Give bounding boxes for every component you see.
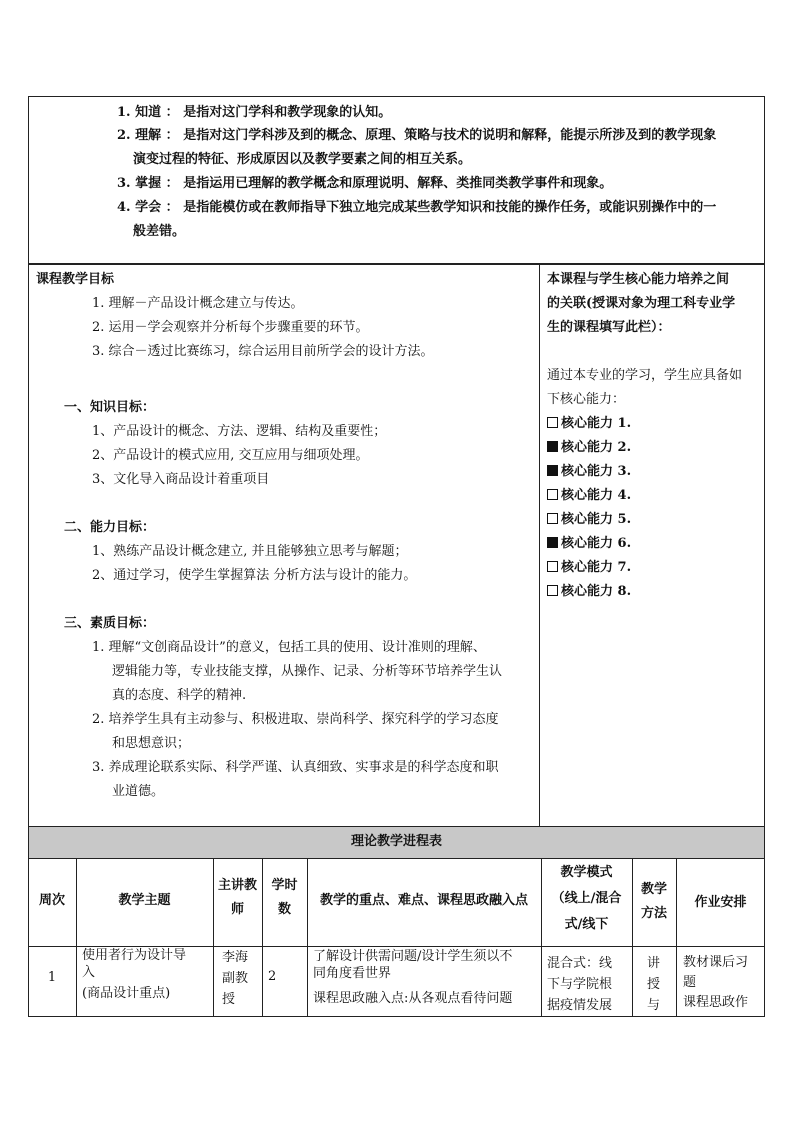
level-4-cont: 般差错。: [133, 224, 186, 239]
header-mode: 教学模式 （线上/混合 式/线下: [551, 865, 622, 932]
quality-1c: 真的态度、科学的精神.: [112, 688, 247, 703]
ability-1: 1、熟练产品设计概念建立, 并且能够独立思考与解题；: [92, 544, 408, 559]
unchecked-box-icon: [547, 489, 558, 500]
row-teacher: 李海 副教 授: [222, 950, 249, 1007]
checked-box-icon: [547, 465, 558, 476]
core-item-7: 核心能力 7.: [547, 556, 631, 580]
course-goal-3: 3. 综合－透过比赛练习，综合运用目前所学会的设计方法。: [92, 344, 434, 359]
header-homework: 作业安排: [694, 895, 747, 910]
ability-title: 二、能力目标：: [64, 520, 156, 535]
goals-divider: [539, 264, 540, 827]
knowledge-3: 3、文化导入商品设计着重项目: [92, 472, 270, 487]
ability-2: 2、通过学习，使学生掌握算法 分析方法与设计的能力。: [92, 568, 417, 583]
quality-1: 1. 理解“文创商品设计”的意义，包括工具的使用、设计准则的理解、: [92, 640, 486, 655]
core-title-3: 生的课程填写此栏）：: [547, 320, 671, 335]
quality-2b: 和思想意识；: [112, 736, 191, 751]
knowledge-1: 1、产品设计的概念、方法、逻辑、结构及重要性；: [92, 424, 387, 439]
quality-3b: 业道德。: [112, 784, 165, 799]
header-focus: 教学的重点、难点、课程思政融入点: [319, 893, 528, 908]
row-topic: 使用者行为设计导 入 (商品设计重点): [82, 948, 187, 1001]
course-goal-2: 2. 运用－学会观察并分析每个步骤重要的环节。: [92, 320, 369, 335]
core-title-1: 本课程与学生核心能力培养之间: [547, 272, 730, 287]
unchecked-box-icon: [547, 513, 558, 524]
row-mode: 混合式：线 下与学院根 据疫情发展: [547, 956, 613, 1013]
checked-box-icon: [547, 537, 558, 548]
core-item-3: 核心能力 3.: [547, 460, 631, 484]
core-item-8: 核心能力 8.: [547, 580, 631, 604]
checked-box-icon: [547, 441, 558, 452]
level-2-cont: 演变过程的特征、形成原因以及教学要素之间的相互关系。: [133, 152, 472, 167]
header-teacher: 主讲教 师: [217, 878, 257, 917]
row-focus: 了解设计供需问题/设计学生须以不 同角度看世界 课程思政融入点:从各观点看待问题: [313, 949, 513, 1006]
knowledge-title: 一、知识目标：: [64, 400, 156, 415]
row-homework: 教材课后习 题 课程思政作: [683, 955, 749, 1010]
header-week: 周次: [38, 893, 65, 908]
knowledge-2: 2、产品设计的模式应用, 交互应用与细项处理。: [92, 448, 369, 463]
unchecked-box-icon: [547, 585, 558, 596]
schedule-title: 理论教学进程表: [350, 834, 442, 849]
quality-1b: 逻辑能力等，专业技能支撑，从操作、记录、分析等环节培养学生认: [112, 664, 503, 679]
row-method: 讲 授 与: [647, 956, 661, 1013]
unchecked-box-icon: [547, 417, 558, 428]
header-hours: 学时 数: [271, 878, 298, 917]
course-goal-1: 1. 理解－产品设计概念建立与传达。: [92, 296, 304, 311]
level-2: 2. 理解 ： 是指对这门学科涉及到的概念、原理、策略与技术的说明和解释，能提示所涉及到的教学现象: [117, 128, 717, 143]
core-item-4: 核心能力 4.: [547, 484, 631, 508]
core-item-1: 核心能力 1.: [547, 412, 631, 436]
quality-2: 2. 培养学生具有主动参与、积极进取、崇尚科学、探究科学的学习态度: [92, 712, 499, 727]
quality-title: 三、素质目标：: [64, 616, 156, 631]
course-goals-title: 课程教学目标: [36, 272, 115, 287]
core-intro-2: 下核心能力：: [547, 392, 626, 407]
unchecked-box-icon: [547, 561, 558, 572]
core-item-6: 核心能力 6.: [547, 532, 631, 556]
core-item-2: 核心能力 2.: [547, 436, 631, 460]
header-method: 教学 方法: [640, 882, 667, 921]
level-4: 4. 学会 ： 是指能模仿或在教师指导下独立地完成某些教学知识和技能的操作任务，或能识别操作中的一: [117, 200, 717, 215]
level-3: 3. 掌握 ： 是指运用已理解的教学概念和原理说明、解释、类推同类教学事件和现象。: [117, 176, 613, 191]
level-1: 1. 知道 ： 是指对这门学科和教学现象的认知。: [117, 105, 392, 120]
core-title-2: 的关联(授课对象为理工科专业学: [547, 296, 736, 311]
col-divider: [307, 858, 308, 1017]
row-hours: 2: [268, 969, 277, 984]
quality-3: 3. 养成理论联系实际、科学严谨、认真细致、实事求是的科学态度和职: [92, 760, 499, 775]
row-week: 1: [47, 970, 57, 985]
core-item-5: 核心能力 5.: [547, 508, 631, 532]
col-divider: [76, 858, 77, 1017]
col-divider: [676, 858, 677, 1017]
core-intro-1: 通过本专业的学习，学生应具备如: [547, 368, 743, 383]
header-topic: 教学主题: [118, 893, 171, 908]
